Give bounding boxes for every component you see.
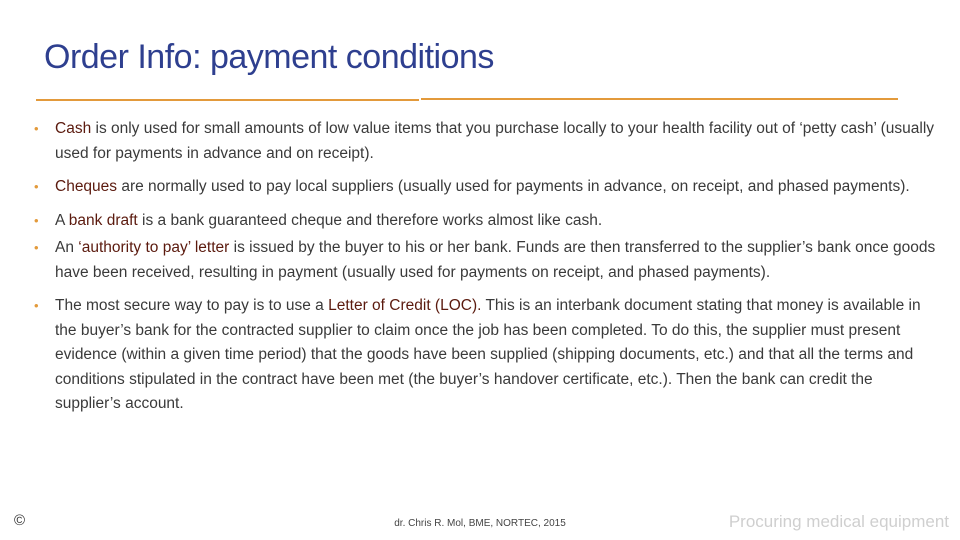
slide-title: Order Info: payment conditions — [44, 38, 494, 76]
copyright-symbol: © — [14, 512, 26, 529]
bullet-item-bank-draft — [34, 209, 940, 234]
bullet-highlight: ‘authority to pay’ letter — [78, 239, 230, 256]
bullet-highlight: Cheques — [55, 178, 118, 195]
bullet-icon: • — [34, 298, 39, 313]
footer-course-title: Procuring medical equipment — [728, 512, 949, 531]
bullet-item-cheques — [34, 175, 940, 200]
bullet-highlight: Letter of Credit (LOC). — [328, 297, 482, 314]
bullet-item-cash — [34, 117, 940, 166]
bullet-highlight: bank draft — [68, 211, 138, 229]
bullet-icon: • — [34, 179, 39, 194]
bullet-item-authority-to-pay — [34, 236, 940, 285]
bullet-highlight: Cash — [55, 120, 92, 137]
bullet-text: is only used for small amounts of low value items that you purchase locally to your health facility out of ‘petty cash’ (usually used for payments in advance and on receipt). — [55, 120, 935, 162]
bullet-prefix: An — [55, 239, 79, 256]
bullet-text: is issued by the buyer to his or her bank. Funds are then transferred to the supplier’s bank once goods have been received, resulting in payment (usually used for payments on receipt, and phased payments). — [55, 239, 936, 281]
bullet-list — [34, 117, 940, 426]
bullet-text: is a bank guaranteed cheque and therefore works almost like cash. — [137, 211, 603, 229]
bullet-icon: • — [34, 240, 39, 255]
bullet-item-letter-of-credit — [34, 294, 940, 417]
bullet-text: are normally used to pay local suppliers (usually used for payments in advance, on receipt, and phased payments). — [117, 178, 910, 195]
bullet-prefix: The most secure way to pay is to use a — [55, 297, 329, 314]
bullet-text: This is an interbank document stating that money is available in the buyer’s bank for the contracted supplier to claim once the job has been completed. To do this, the supplier must present evidence (within a given time period) that the goods have been supplied (shipping documents, etc.) and that all the terms and conditions stipulated in the contract have been met (the buyer’s handover certificate, etc.). Then the bank can credit the supplier’s account. — [55, 297, 921, 412]
bullet-icon: • — [34, 212, 39, 228]
title-divider-right — [421, 98, 898, 100]
bullet-prefix: A — [55, 211, 69, 229]
title-divider-left — [36, 99, 419, 101]
bullet-icon: • — [34, 121, 39, 136]
footer-author: dr. Chris R. Mol, BME, NORTEC, 2015 — [394, 518, 566, 529]
